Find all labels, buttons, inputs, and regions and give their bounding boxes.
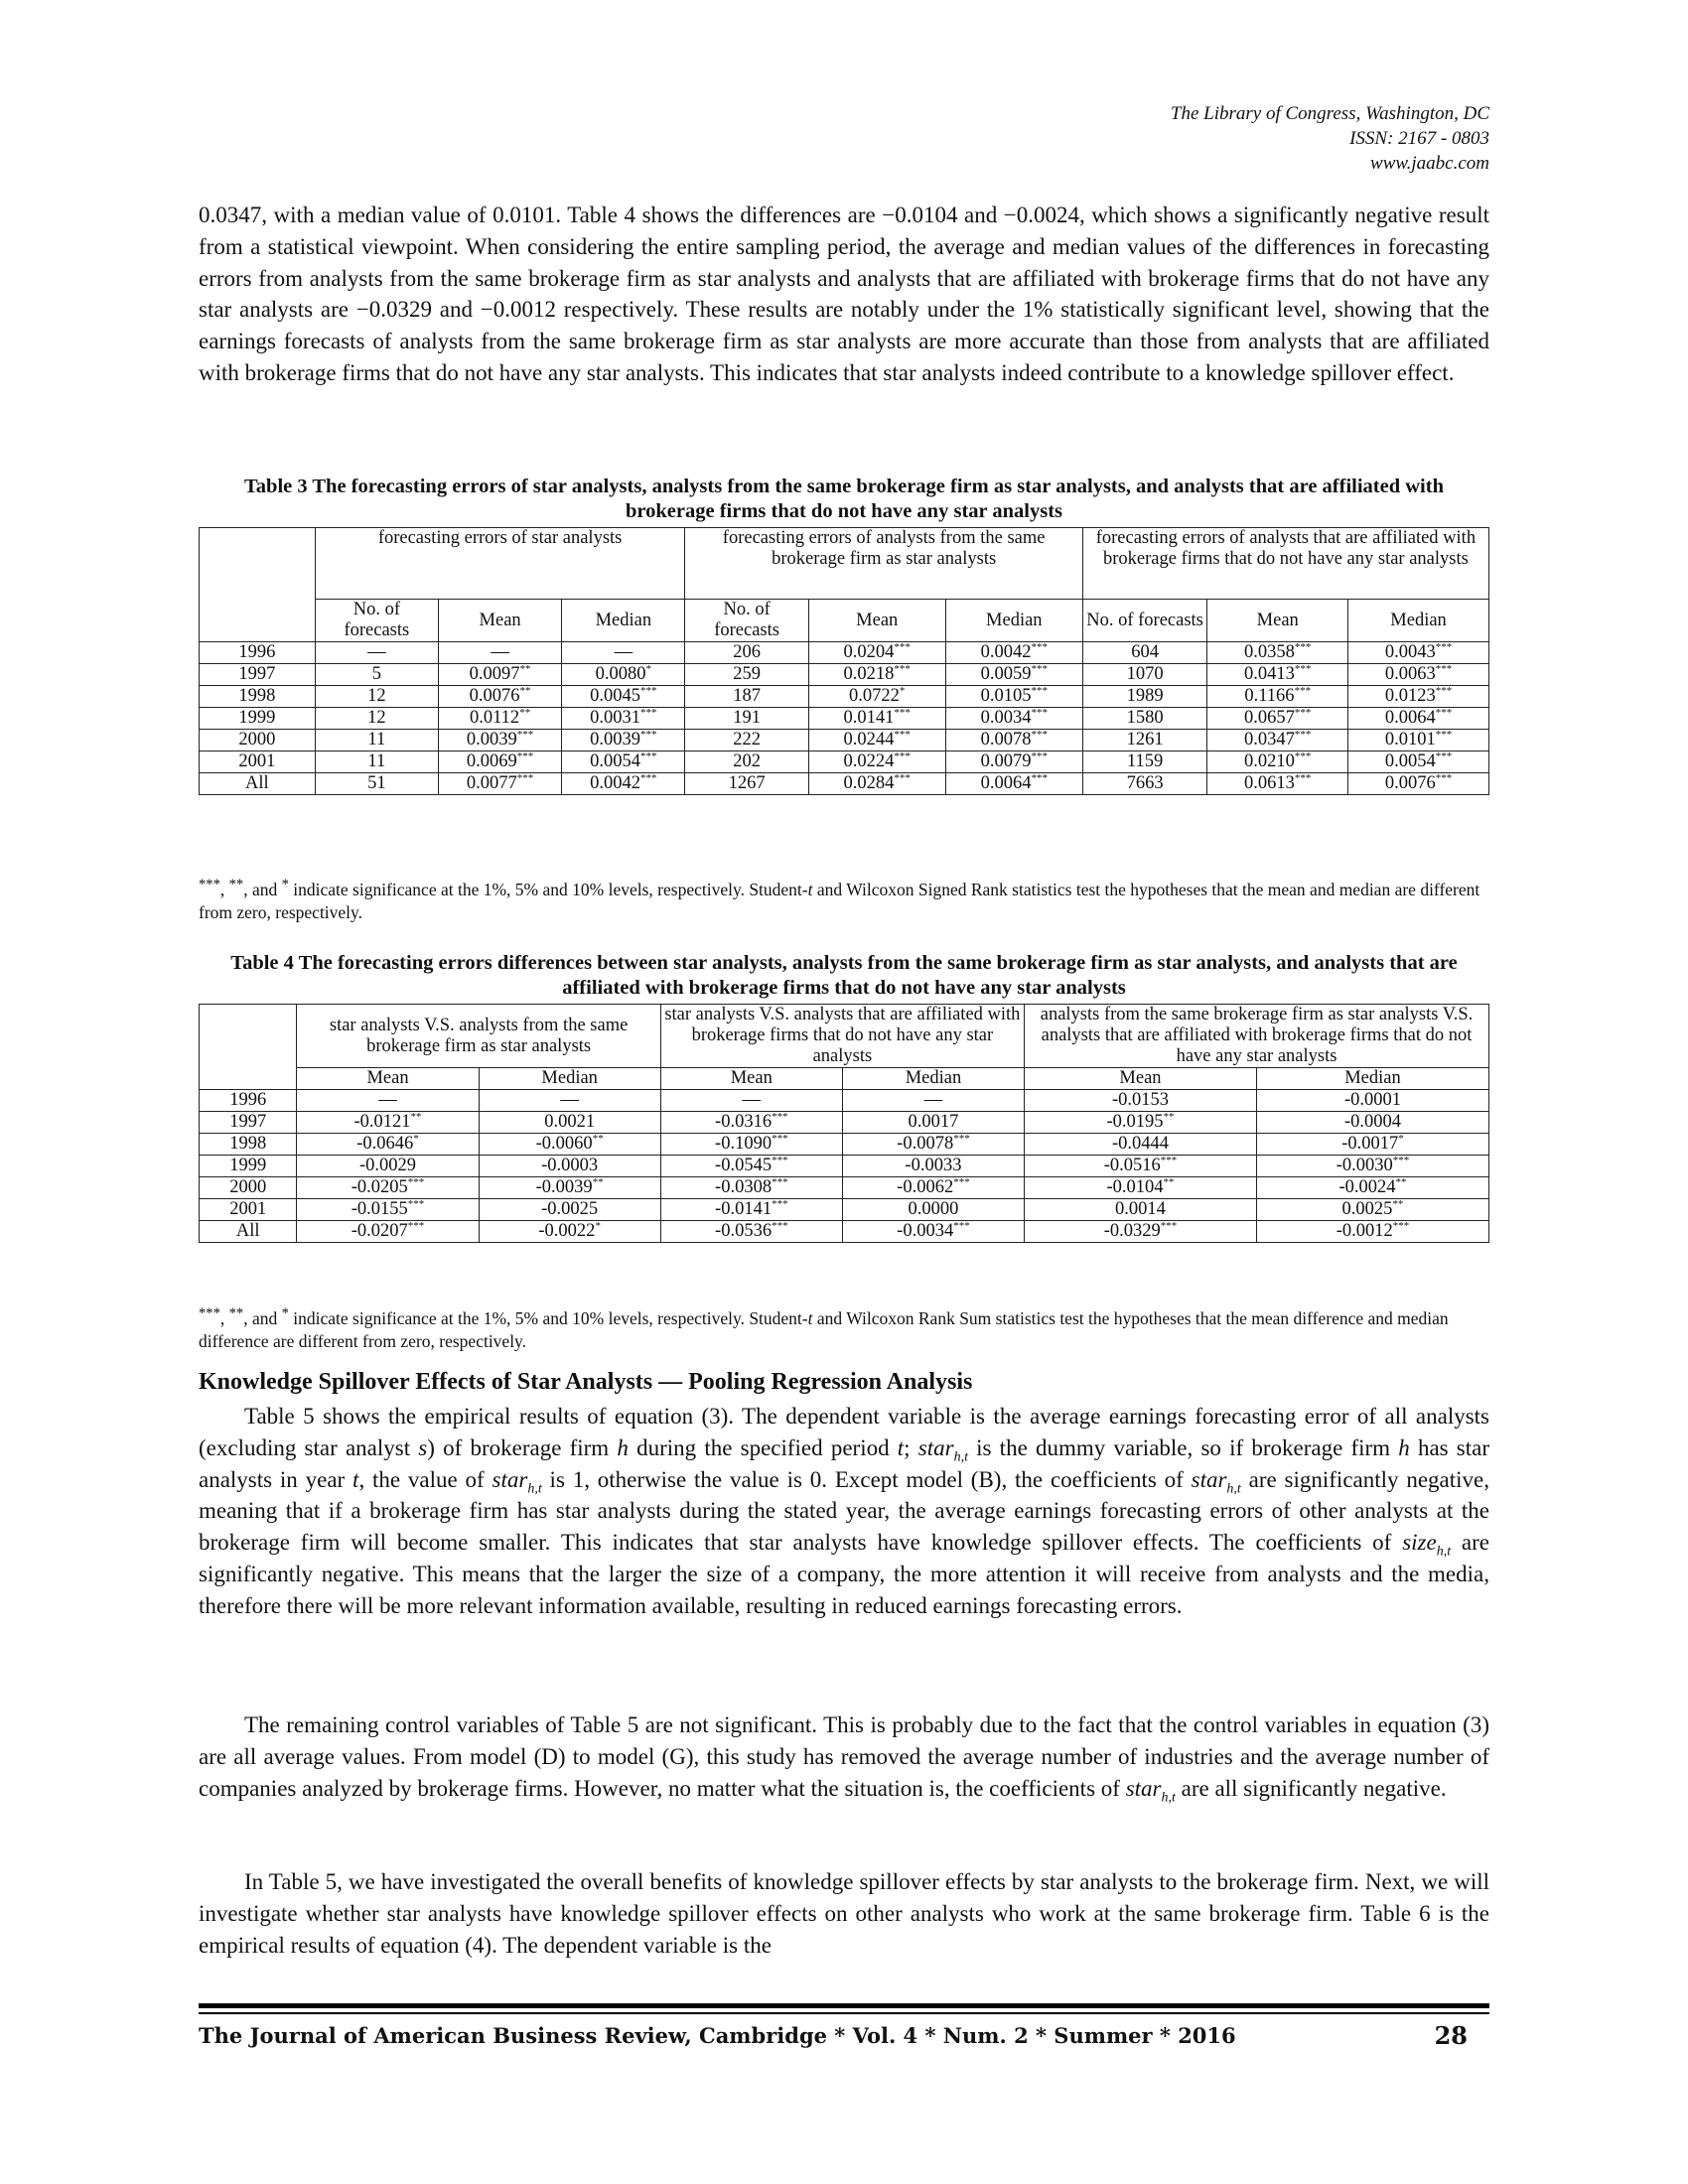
table-cell: — — [438, 642, 561, 664]
corner-cell — [200, 1005, 297, 1090]
table-cell: -0.0012*** — [1256, 1221, 1488, 1243]
paragraph-4: In Table 5, we have investigated the overall benefits of knowledge spillover effects by star analysts to the brokerage firm. Next, we will investigate whether star analysts have knowledge spillover effects on other analysts who work at the same brokerage firm. Table 6 is the empirical results of equation (4). The dependent variable is the — [199, 1869, 1489, 1958]
table-cell: — — [479, 1090, 660, 1112]
group-header: analysts from the same brokerage firm as star analysts V.S. analysts that are affiliated with brokerage firms that do not have any star analysts — [1025, 1005, 1489, 1068]
table-cell: 2000 — [200, 1177, 297, 1199]
table-cell: 0.0079*** — [945, 751, 1082, 773]
table-cell: 1996 — [200, 642, 316, 664]
table-cell: -0.0316*** — [660, 1112, 842, 1134]
table-cell: 0.0112** — [438, 708, 561, 730]
table-cell: 1261 — [1082, 730, 1207, 751]
table-cell: — — [297, 1090, 479, 1112]
table-cell: -0.0153 — [1025, 1090, 1257, 1112]
table3-caption: Table 3 The forecasting errors of star analysts, analysts from the same brokerage firm as star analysts, and analysts that are affiliated with brokerage firms that do not have any star analysts — [244, 476, 1444, 522]
table-cell: 0.0210*** — [1207, 751, 1348, 773]
table-cell: 0.0224*** — [808, 751, 945, 773]
table-cell: -0.0516*** — [1025, 1156, 1257, 1177]
table-cell: 0.0613*** — [1207, 773, 1348, 795]
table-cell: 1999 — [200, 1156, 297, 1177]
table-row — [200, 642, 1489, 664]
column-header: Median — [945, 600, 1082, 642]
table-cell: 1989 — [1082, 686, 1207, 708]
table-cell: 0.0080* — [562, 664, 685, 686]
table-cell: -0.0205*** — [297, 1177, 479, 1199]
table-cell: -0.0444 — [1025, 1134, 1257, 1156]
table-cell: -0.0030*** — [1256, 1156, 1488, 1177]
table-cell: 0.0204*** — [808, 642, 945, 664]
footer-rule-thin — [199, 2012, 1489, 2014]
table-cell: -0.0017* — [1256, 1134, 1488, 1156]
table-cell: 0.0014 — [1025, 1199, 1257, 1221]
table-cell: 1580 — [1082, 708, 1207, 730]
table-cell: 0.0123*** — [1348, 686, 1489, 708]
column-header: No. of forecasts — [1082, 600, 1207, 642]
table4 — [199, 1004, 1489, 1243]
table-row — [200, 1199, 1489, 1221]
column-header: Median — [479, 1068, 660, 1090]
group-header: star analysts V.S. analysts from the same brokerage firm as star analysts — [297, 1005, 660, 1068]
footer-journal: The Journal of American Business Review, Cambridge * Vol. 4 * Num. 2 * Summer * 2016 — [199, 2023, 1236, 2048]
table-cell: 2001 — [200, 751, 316, 773]
table-cell: 0.0059*** — [945, 664, 1082, 686]
table4-caption: Table 4 The forecasting errors differences between star analysts, analysts from the same brokerage firm as star analysts, and analysts that are affiliated with brokerage firms that do not have any star analysts — [230, 952, 1458, 999]
table-cell: 202 — [685, 751, 808, 773]
table-cell: 0.0000 — [842, 1199, 1024, 1221]
table-cell: 0.0064*** — [945, 773, 1082, 795]
table-cell: 0.0042*** — [945, 642, 1082, 664]
table-cell: -0.0329*** — [1025, 1221, 1257, 1243]
column-header: Mean — [660, 1068, 842, 1090]
table-cell: 0.0077*** — [438, 773, 561, 795]
page-number: 28 — [1434, 2021, 1468, 2050]
table-cell: 1998 — [200, 686, 316, 708]
table-cell: 0.0021 — [479, 1112, 660, 1134]
table-cell: 0.0141*** — [808, 708, 945, 730]
paragraph-1: 0.0347, with a median value of 0.0101. Table 4 shows the differences are −0.0104 and −0.0024, which shows a significantly negative result from a statistical viewpoint. When considering the entire sampling period, the average and median values of the differences in forecasting errors from analysts from the same brokerage firm as star analysts and analysts that are affiliated with brokerage firms that do not have any star analysts are −0.0329 and −0.0012 respectively. These results are notably under the 1% statistically significant level, showing that the earnings forecasts of analysts from the same brokerage firm as star analysts are more accurate than those from analysts that are affiliated with brokerage firms that do not have any star analysts. This indicates that star analysts indeed contribute to a knowledge spillover effect. — [199, 203, 1489, 385]
table-cell: -0.1090*** — [660, 1134, 842, 1156]
table-cell: 0.0657*** — [1207, 708, 1348, 730]
table-cell: All — [200, 773, 316, 795]
table-cell: -0.0078*** — [842, 1134, 1024, 1156]
column-header: No. of forecasts — [315, 600, 438, 642]
table-cell: -0.0024** — [1256, 1177, 1488, 1199]
table-cell: 12 — [315, 686, 438, 708]
column-header: Mean — [1025, 1068, 1257, 1090]
table-cell: 191 — [685, 708, 808, 730]
table-cell: 0.0105*** — [945, 686, 1082, 708]
table-cell: -0.0029 — [297, 1156, 479, 1177]
paragraph-3: The remaining control variables of Table 5 are not significant. This is probably due to the fact that the control variables in equation (3) are all average values. From model (D) to model (G), this study has removed the average number of industries and the average number of companies analyzed by brokerage firms. However, no matter what the situation is, the coefficients of star$_{h,t}$ are all significantly negative. — [199, 1712, 1489, 1806]
column-header: Median — [562, 600, 685, 642]
table-cell: 0.0284*** — [808, 773, 945, 795]
table3-note: ***, **, and * indicate significance at the 1%, 5% and 10% levels, respectively. Student-t and Wilcoxon Signed Rank statistics test the hypotheses that the mean and median are different from zero, respectively. — [199, 877, 1480, 922]
table-cell: -0.0121** — [297, 1112, 479, 1134]
footer-rule-thick — [199, 2003, 1489, 2008]
group-header: forecasting errors of analysts that are affiliated with brokerage firms that do not have any star analysts — [1082, 528, 1488, 600]
table-cell: 0.0034*** — [945, 708, 1082, 730]
table-cell: 0.0039*** — [562, 730, 685, 751]
table-cell: 0.0722* — [808, 686, 945, 708]
table-cell: 1996 — [200, 1090, 297, 1112]
table-cell: 0.0076*** — [1348, 773, 1489, 795]
column-header: Median — [1348, 600, 1489, 642]
table-cell: 0.0042*** — [562, 773, 685, 795]
table-cell: -0.0195** — [1025, 1112, 1257, 1134]
table-cell: 11 — [315, 730, 438, 751]
table-cell: -0.0545*** — [660, 1156, 842, 1177]
table-cell: -0.0034*** — [842, 1221, 1024, 1243]
table-cell: 0.0076** — [438, 686, 561, 708]
table-cell: — — [660, 1090, 842, 1112]
table-cell: -0.0207*** — [297, 1221, 479, 1243]
table-cell: -0.0155*** — [297, 1199, 479, 1221]
table-cell: 0.1166*** — [1207, 686, 1348, 708]
group-header: star analysts V.S. analysts that are affiliated with brokerage firms that do not have any star analysts — [660, 1005, 1024, 1068]
table-row — [200, 708, 1489, 730]
table-cell: 12 — [315, 708, 438, 730]
table-row — [200, 730, 1489, 751]
table-cell: 2001 — [200, 1199, 297, 1221]
header-line-3: www.jaabc.com — [1370, 153, 1489, 174]
table-cell: 1267 — [685, 773, 808, 795]
table-cell: 206 — [685, 642, 808, 664]
table-cell: -0.0104** — [1025, 1177, 1257, 1199]
table-cell: 5 — [315, 664, 438, 686]
table-cell: -0.0062*** — [842, 1177, 1024, 1199]
table-cell: 0.0054*** — [1348, 751, 1489, 773]
table-cell: 0.0069*** — [438, 751, 561, 773]
table-cell: -0.0141*** — [660, 1199, 842, 1221]
table-cell: 51 — [315, 773, 438, 795]
table-cell: 0.0025** — [1256, 1199, 1488, 1221]
table-cell: 1997 — [200, 1112, 297, 1134]
table-cell: 0.0347*** — [1207, 730, 1348, 751]
table-cell: 0.0043*** — [1348, 642, 1489, 664]
column-header: Median — [1256, 1068, 1488, 1090]
table-row — [200, 1112, 1489, 1134]
table-cell: 0.0045*** — [562, 686, 685, 708]
table-cell: -0.0001 — [1256, 1090, 1488, 1112]
column-header: Median — [842, 1068, 1024, 1090]
column-header: Mean — [297, 1068, 479, 1090]
table-cell: 0.0218*** — [808, 664, 945, 686]
table-cell: -0.0003 — [479, 1156, 660, 1177]
table-cell: — — [562, 642, 685, 664]
table-cell: 1997 — [200, 664, 316, 686]
table-cell: -0.0025 — [479, 1199, 660, 1221]
table-cell: -0.0060** — [479, 1134, 660, 1156]
table-cell: 0.0078*** — [945, 730, 1082, 751]
table-row — [200, 1134, 1489, 1156]
table-cell: 259 — [685, 664, 808, 686]
table-cell: 0.0054*** — [562, 751, 685, 773]
table-cell: -0.0022* — [479, 1221, 660, 1243]
table-cell: -0.0004 — [1256, 1112, 1488, 1134]
table-row — [200, 1221, 1489, 1243]
table-cell: 0.0101*** — [1348, 730, 1489, 751]
table-row — [200, 751, 1489, 773]
paragraph-2: Table 5 shows the empirical results of equation (3). The dependent variable is the average earnings forecasting error of all analysts (excluding star analyst s) of brokerage firm h during the specified period t; star$_{h,t}$ is the dummy variable, so if brokerage firm h has star analysts in year t, the value of star$_{h,t}$ is 1, otherwise the value is 0. Except model (B), the coefficients of star$_{h,t}$ are significantly negative, meaning that if a brokerage firm has star analysts during the stated year, the average earnings forecasting errors of other analysts at the brokerage firm will become smaller. This indicates that star analysts have knowledge spillover effects. The coefficients of size$_{h,t}$ are significantly negative. This means that the larger the size of a company, the more attention it will receive from analysts and the media, therefore there will be more relevant information available, resulting in reduced earnings forecasting errors. — [199, 1404, 1490, 1618]
table-row — [200, 1177, 1489, 1199]
table-cell: 1999 — [200, 708, 316, 730]
table-cell: 0.0358*** — [1207, 642, 1348, 664]
table-cell: -0.0039** — [479, 1177, 660, 1199]
table-cell: All — [200, 1221, 297, 1243]
table-cell: 604 — [1082, 642, 1207, 664]
column-header: Mean — [1207, 600, 1348, 642]
table-cell: — — [842, 1090, 1024, 1112]
table-row — [200, 1090, 1489, 1112]
table-cell: 0.0063*** — [1348, 664, 1489, 686]
header-line-2: ISSN: 2167 - 0803 — [1349, 128, 1489, 149]
table-cell: 0.0244*** — [808, 730, 945, 751]
table-cell: 1070 — [1082, 664, 1207, 686]
table-cell: 1998 — [200, 1134, 297, 1156]
table-cell: 0.0017 — [842, 1112, 1024, 1134]
group-header: forecasting errors of star analysts — [315, 528, 685, 600]
table-row — [200, 773, 1489, 795]
table-cell: 0.0097** — [438, 664, 561, 686]
table-cell: 0.0039*** — [438, 730, 561, 751]
table-cell: — — [315, 642, 438, 664]
table-row — [200, 1156, 1489, 1177]
table-cell: 0.0064*** — [1348, 708, 1489, 730]
table-cell: 0.0031*** — [562, 708, 685, 730]
table-cell: -0.0646* — [297, 1134, 479, 1156]
column-header: Mean — [808, 600, 945, 642]
running-header — [1171, 101, 1489, 176]
table-cell: 187 — [685, 686, 808, 708]
table-cell: 11 — [315, 751, 438, 773]
table-cell: 1159 — [1082, 751, 1207, 773]
table-cell: -0.0308*** — [660, 1177, 842, 1199]
table-row — [200, 686, 1489, 708]
table-cell: 2000 — [200, 730, 316, 751]
table-cell: 222 — [685, 730, 808, 751]
column-header: No. of forecasts — [685, 600, 808, 642]
header-line-1: The Library of Congress, Washington, DC — [1170, 103, 1489, 124]
corner-cell — [200, 528, 316, 642]
section-title: Knowledge Spillover Effects of Star Analysts — Pooling Regression Analysis — [199, 1369, 973, 1395]
table4-note: ***, **, and * indicate significance at the 1%, 5% and 10% levels, respectively. Student-t and Wilcoxon Rank Sum statistics test the hypotheses that the mean difference and median difference are different from zero, respectively. — [199, 1305, 1449, 1351]
group-header: forecasting errors of analysts from the same brokerage firm as star analysts — [685, 528, 1082, 600]
table-cell: -0.0033 — [842, 1156, 1024, 1177]
table3 — [199, 527, 1489, 795]
table-cell: -0.0536*** — [660, 1221, 842, 1243]
table-cell: 0.0413*** — [1207, 664, 1348, 686]
table-cell: 7663 — [1082, 773, 1207, 795]
table-row — [200, 664, 1489, 686]
column-header: Mean — [438, 600, 561, 642]
